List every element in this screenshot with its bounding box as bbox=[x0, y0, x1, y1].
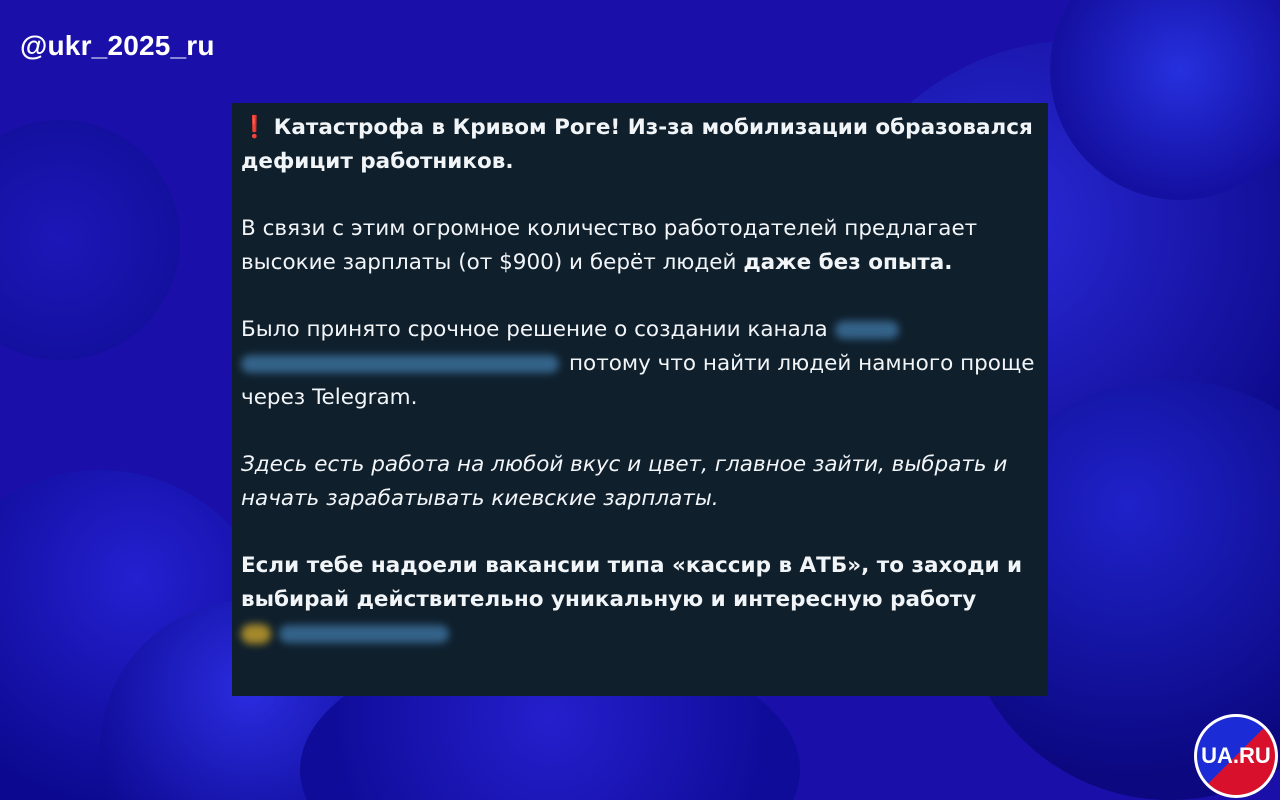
post-screenshot-card bbox=[232, 103, 1048, 696]
blurred-channel-link bbox=[835, 321, 899, 339]
channel-handle: @ukr_2025_ru bbox=[20, 30, 215, 61]
channel-text-before: Было принято срочное решение о создании канала bbox=[241, 317, 828, 342]
post-paragraph-headline bbox=[241, 111, 1038, 179]
post-paragraph-channel bbox=[241, 313, 1038, 415]
cta-text: Если тебе надоели вакансии типа «кассир в АТБ», то заходи и выбирай действительно уникальную и интересную работу bbox=[241, 553, 1023, 612]
bg-circle bbox=[0, 120, 180, 360]
post-paragraph-salary bbox=[241, 212, 1038, 280]
salary-text: В связи с этим огромное количество работодателей предлагает высокие зарплаты (от $900) и берёт людей bbox=[241, 216, 978, 275]
exclamation-icon: ❗ bbox=[241, 115, 268, 140]
post-paragraph-cta bbox=[241, 549, 1038, 651]
blurred-channel-link bbox=[279, 625, 449, 643]
ua-ru-logo bbox=[1194, 714, 1278, 798]
salary-bold-text: даже без опыта. bbox=[743, 250, 953, 275]
blurred-emoji-icon bbox=[241, 624, 271, 644]
post-paragraph-italic bbox=[241, 448, 1038, 516]
channel-text-after: потому что найти людей намного проще через Telegram. bbox=[241, 351, 1035, 410]
headline-text: Катастрофа в Кривом Роге! Из-за мобилизации образовался дефицит работников. bbox=[241, 115, 1033, 174]
logo-text: UA.RU bbox=[1201, 743, 1271, 768]
blurred-channel-link bbox=[241, 355, 559, 373]
italic-text: Здесь есть работа на любой вкус и цвет, главное зайти, выбрать и начать зарабатывать киевские зарплаты. bbox=[241, 452, 1008, 511]
